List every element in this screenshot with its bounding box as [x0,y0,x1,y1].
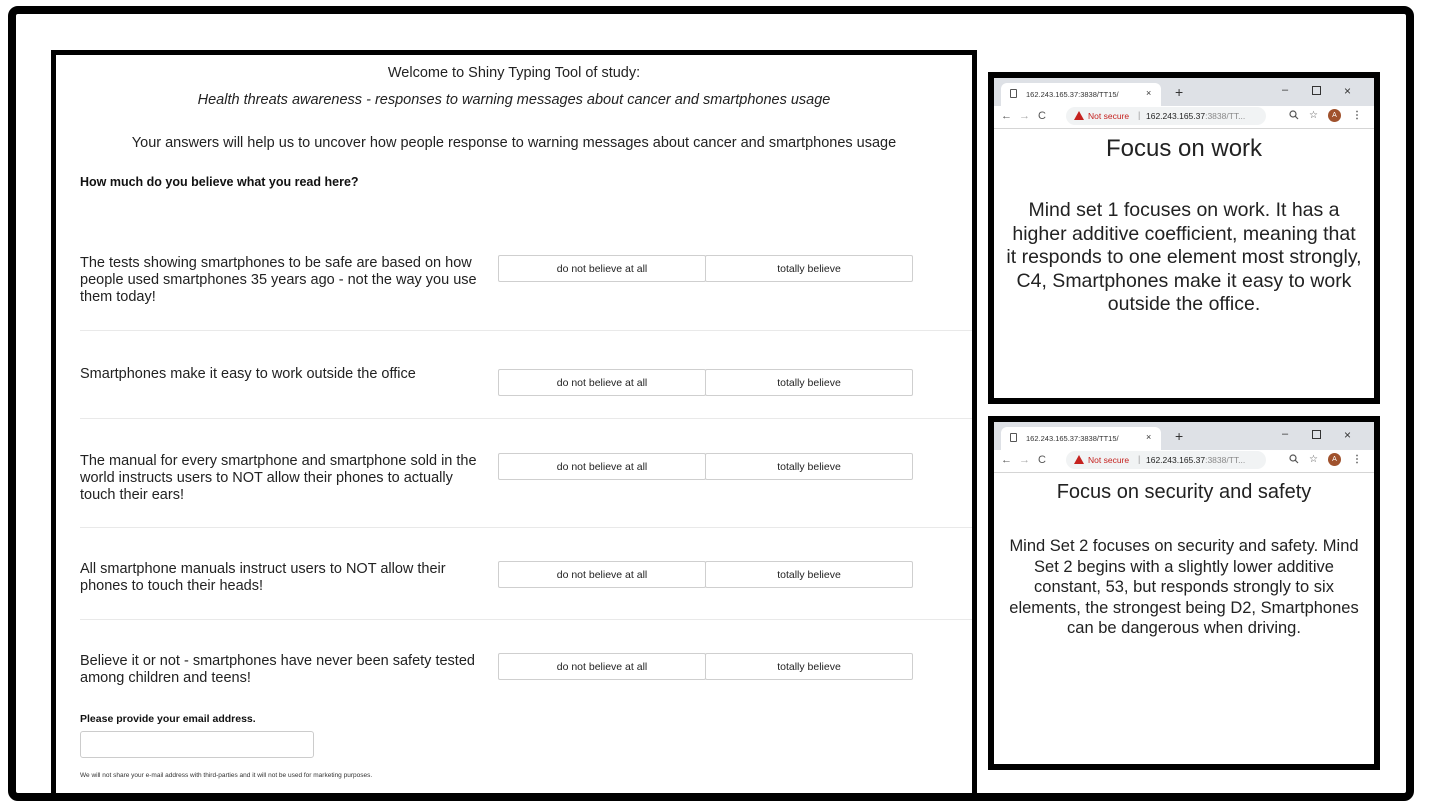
url-text [1146,455,1245,465]
page-icon [1010,433,1017,442]
rating-button-group [498,255,914,282]
address-bar[interactable] [1066,451,1266,469]
url-host: 162.243.165.37 [1146,455,1206,465]
row-divider [80,418,977,419]
totally-believe-button[interactable]: totally believe [705,255,913,282]
rating-button-group [498,369,914,396]
do-not-believe-button[interactable]: do not believe at all [498,561,706,588]
url-path: :3838/TT... [1205,455,1246,465]
rating-button-group [498,453,914,480]
browser-window-safety [988,416,1380,770]
avatar[interactable]: A [1328,109,1341,122]
question-text: The manual for every smartphone and smartphone sold in the world instructs users to NOT allow their phones to actually touch their ears! [80,453,477,503]
privacy-note: We will not share your e-mail address with third-parties and it will not be used for marketing purposes. [80,772,373,779]
url-host: 162.243.165.37 [1146,111,1206,121]
question-text: Believe it or not - smartphones have never been safety tested among children and teens! [80,653,475,686]
browser-toolbar [994,106,1374,129]
back-icon[interactable]: ← [1001,454,1012,466]
maximize-icon[interactable] [1312,430,1321,439]
totally-believe-button[interactable]: totally believe [705,453,913,480]
welcome-text: Welcome to Shiny Typing Tool of study: [387,65,641,81]
forward-icon[interactable]: → [1019,454,1030,466]
tab-close-icon[interactable]: × [1146,432,1152,442]
page-heading: Focus on work [1105,135,1263,162]
url-text [1146,111,1245,121]
rating-button-group [498,653,914,680]
totally-believe-button[interactable]: totally believe [705,653,913,680]
url-path: :3838/TT... [1205,111,1246,121]
question-text: Smartphones make it easy to work outside the office [80,366,416,382]
reload-icon[interactable]: C [1038,454,1046,466]
bookmark-star-icon[interactable]: ☆ [1309,110,1318,121]
address-separator: | [1138,110,1141,120]
menu-icon[interactable]: ⋮ [1352,110,1362,121]
totally-believe-button[interactable]: totally believe [705,561,913,588]
avatar[interactable]: A [1328,453,1341,466]
not-secure-label[interactable]: Not secure [1088,111,1130,121]
email-input[interactable] [80,731,314,758]
page-body: Mind set 1 focuses on work. It has a higher additive coefficient, meaning that it responds to one element most strongly, C4, Smartphones make it easy to work outside the office. [1006,199,1362,315]
question-text: All smartphone manuals instruct users to NOT allow their phones to touch their heads! [80,561,446,594]
tab-title: 162.243.165.37:3838/TT15/ [1026,90,1119,99]
intro-text: Your answers will help us to uncover how people response to warning messages about cancer and smartphones usage [131,135,897,151]
browser-window-work [988,72,1380,404]
zoom-icon[interactable] [1289,454,1299,464]
window-close-icon[interactable]: × [1344,428,1352,442]
study-title: Health threats awareness - responses to warning messages about cancer and smartphones usage [197,92,831,108]
page-body: Mind Set 2 focuses on security and safety. Mind Set 2 begins with a slightly lower additive constant, 53, but responds strongly to six elements, the strongest being D2, Smartphones can be dangerous when driving. [1009,537,1359,637]
tab-strip [994,78,1374,106]
minimize-icon[interactable]: – [1282,84,1289,96]
page-icon [1010,89,1017,98]
rating-button-group [498,561,914,588]
bookmark-star-icon[interactable]: ☆ [1309,454,1318,465]
browser-tab[interactable] [1001,83,1161,106]
menu-icon[interactable]: ⋮ [1352,454,1362,465]
back-icon[interactable]: ← [1001,110,1012,122]
warning-icon [1074,455,1084,464]
page-heading: Focus on security and safety [1056,481,1312,503]
row-divider [80,527,977,528]
new-tab-button[interactable]: + [1175,84,1184,100]
row-divider [80,619,977,620]
forward-icon[interactable]: → [1019,110,1030,122]
address-separator: | [1138,454,1141,464]
tab-strip [994,422,1374,450]
window-close-icon[interactable]: × [1344,84,1352,98]
zoom-icon[interactable] [1289,110,1299,120]
email-label: Please provide your email address. [80,713,256,725]
totally-believe-button[interactable]: totally believe [705,369,913,396]
browser-toolbar [994,450,1374,473]
do-not-believe-button[interactable]: do not believe at all [498,653,706,680]
new-tab-button[interactable]: + [1175,428,1184,444]
not-secure-label[interactable]: Not secure [1088,455,1130,465]
row-divider [80,330,977,331]
tab-title: 162.243.165.37:3838/TT15/ [1026,434,1119,443]
question-heading: How much do you believe what you read here? [80,175,359,189]
browser-tab[interactable] [1001,427,1161,450]
minimize-icon[interactable]: – [1282,428,1289,440]
do-not-believe-button[interactable]: do not believe at all [498,255,706,282]
reload-icon[interactable]: C [1038,110,1046,122]
question-text: The tests showing smartphones to be safe are based on how people used smartphones 35 years ago - not the way you use them today! [80,255,477,305]
address-bar[interactable] [1066,107,1266,125]
warning-icon [1074,111,1084,120]
survey-panel [51,50,977,798]
do-not-believe-button[interactable]: do not believe at all [498,369,706,396]
do-not-believe-button[interactable]: do not believe at all [498,453,706,480]
tab-close-icon[interactable]: × [1146,88,1152,98]
maximize-icon[interactable] [1312,86,1321,95]
